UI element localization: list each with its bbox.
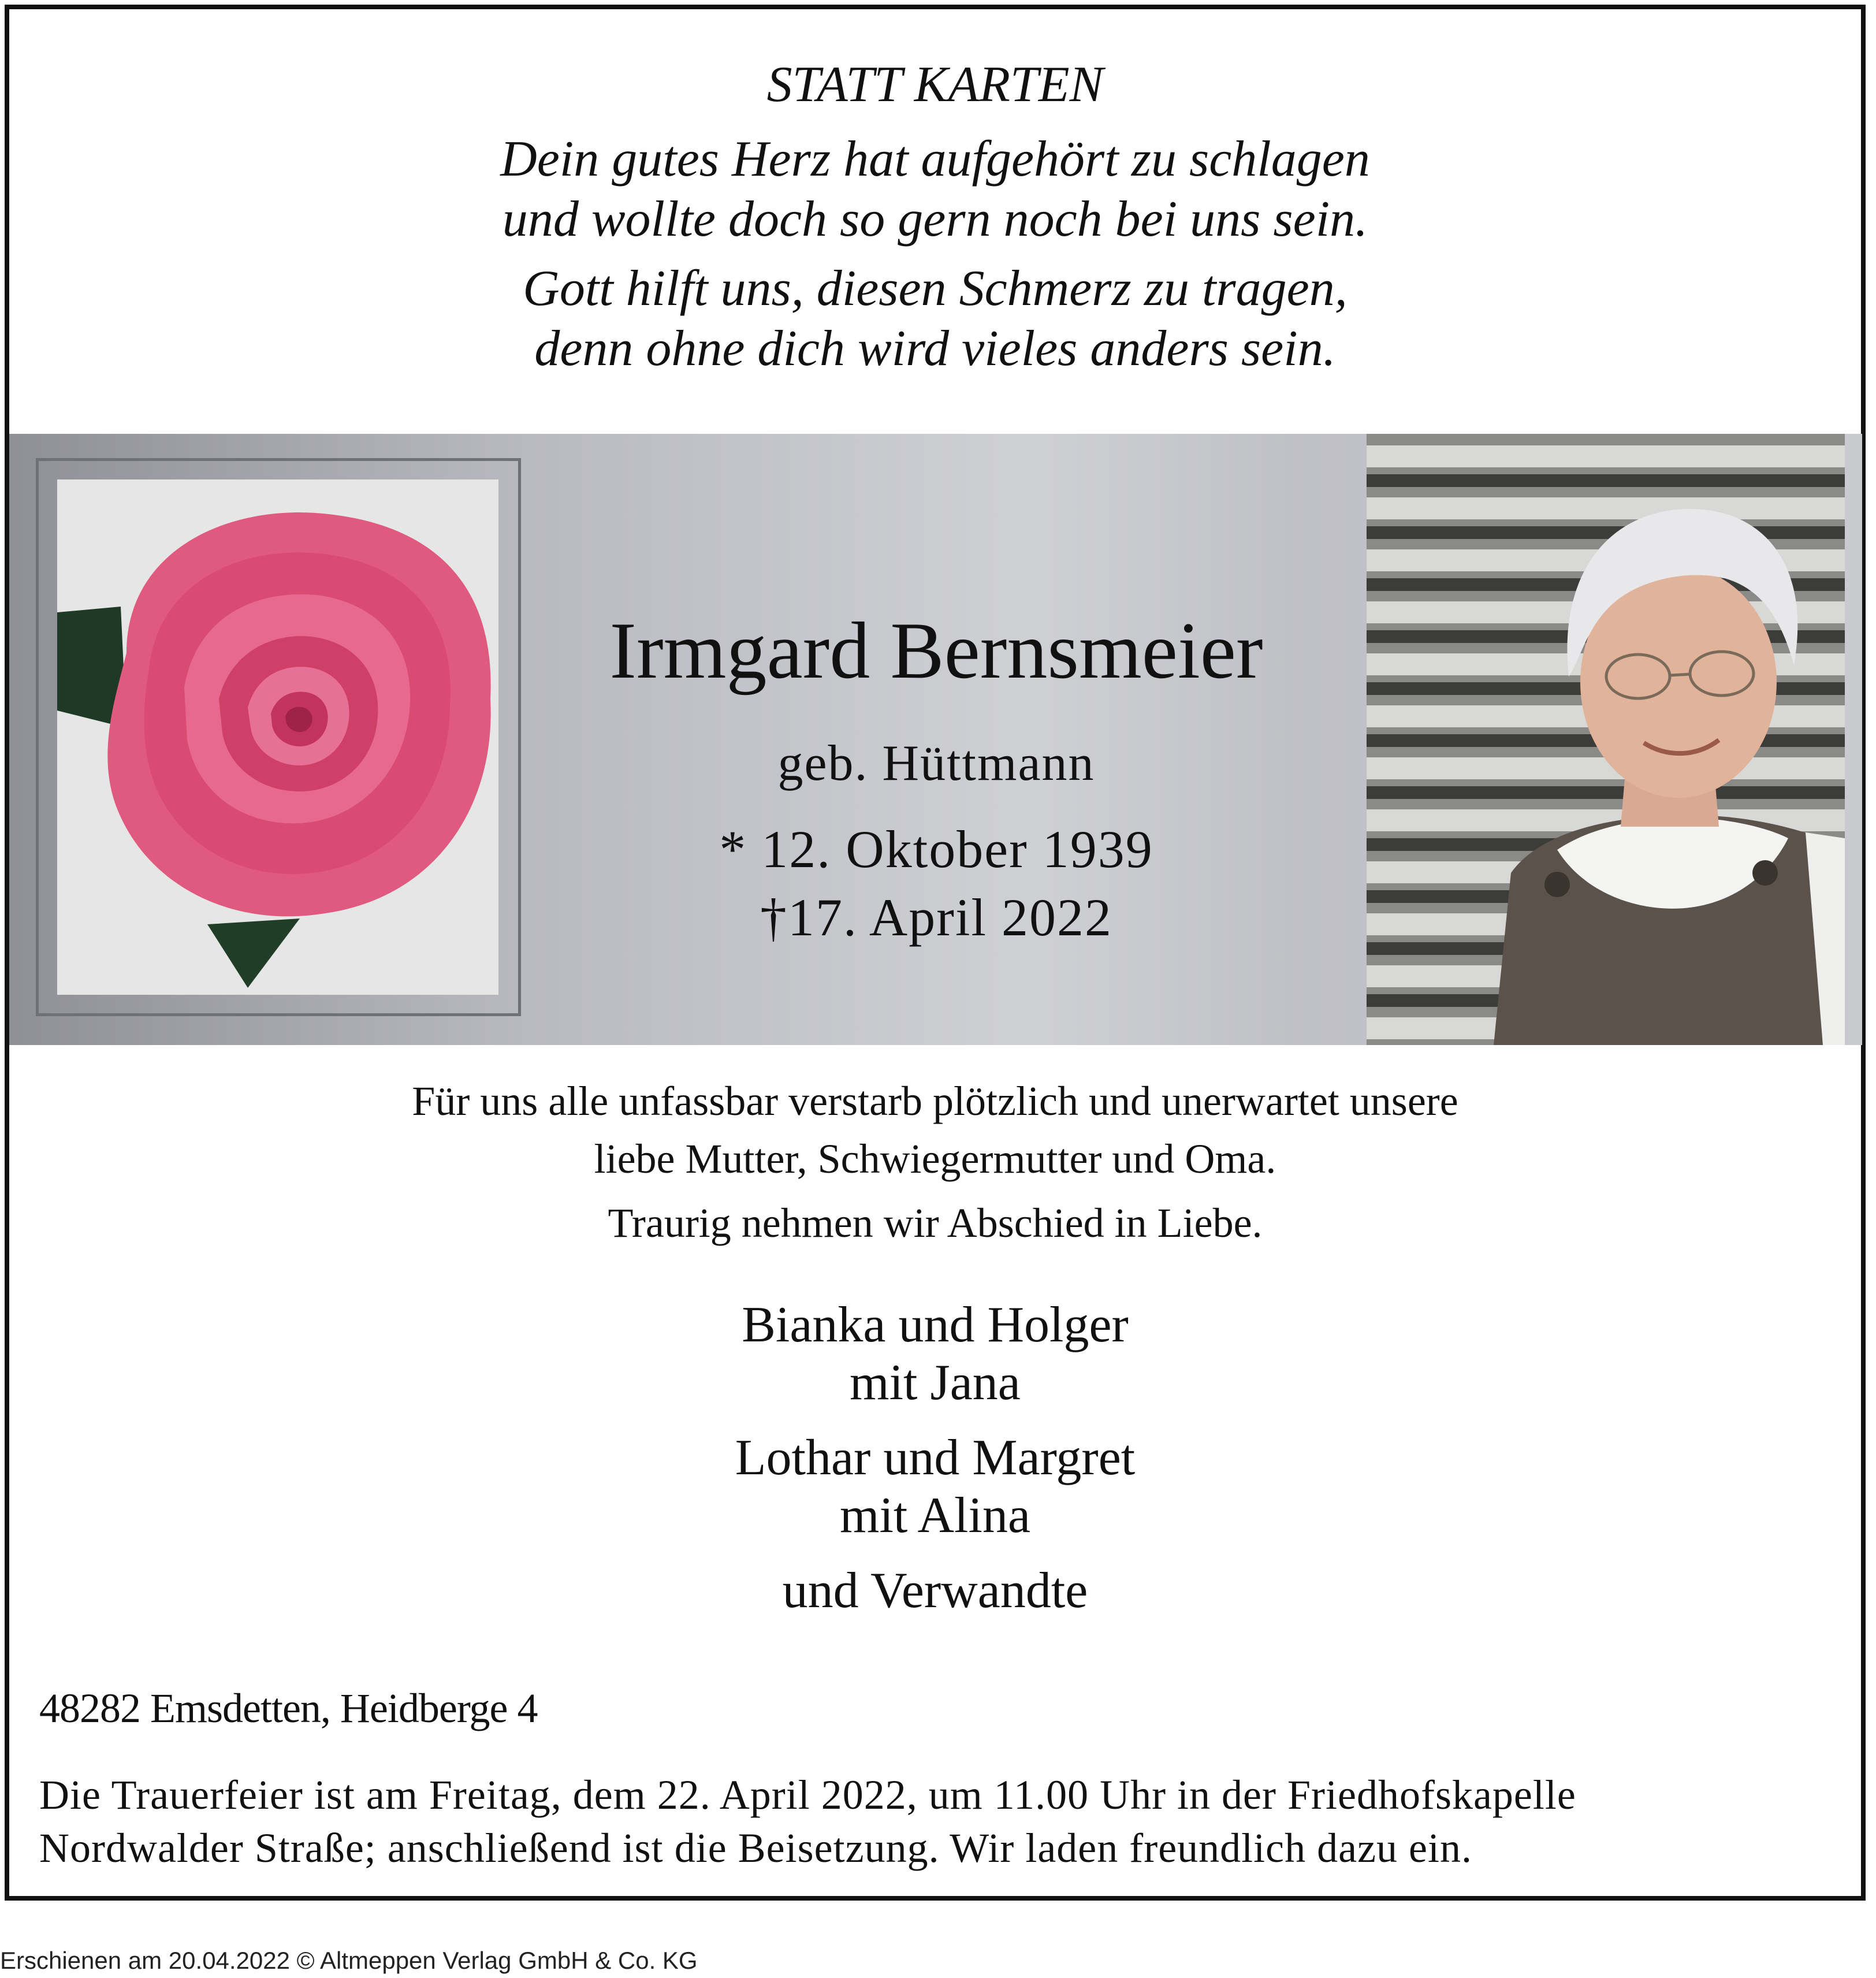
portrait-icon [1367,434,1845,1045]
announcement-line-2: liebe Mutter, Schwiegermutter und Oma. [594,1136,1276,1182]
funeral-notice-line-2: Nordwalder Straße; anschließend ist die Beisetzung. Wir laden freundlich dazu ein. [39,1825,1472,1871]
name-band [9,434,1862,1045]
announcement [9,1072,1861,1188]
obituary-frame [5,5,1866,1901]
verse-2 [9,259,1861,379]
birth-name: geb. Hüttmann [777,735,1095,791]
funeral-notice [39,1768,1841,1875]
mourners [9,1296,1861,1620]
heading: STATT KARTEN [766,57,1104,113]
farewell-line: Traurig nehmen wir Abschied in Liebe. [608,1200,1263,1246]
mourner-group-2 [9,1429,1861,1545]
mourner-relatives: und Verwandte [782,1563,1088,1619]
mourner-group-1 [9,1296,1861,1412]
publication-footer: Erschienen am 20.04.2022 © Altmeppen Verlag GmbH & Co. KG [0,1947,698,1974]
funeral-notice-line-1: Die Trauerfeier ist am Freitag, dem 22. April 2022, um 11.00 Uhr in der Friedhofskapelle [39,1772,1576,1818]
verse-2-line-2: denn ohne dich wird vieles anders sein. [534,321,1336,377]
rose-image-frame [36,458,521,1016]
verse-1-line-2: und wollte doch so gern noch bei uns sein. [502,191,1368,247]
address: 48282 Emsdetten, Heidberge 4 [39,1685,538,1731]
mourner-group-2-names: Lothar und Margret [735,1430,1136,1486]
mourner-group-1-names: Bianka und Holger [742,1297,1129,1353]
mourner-group-1-children: mit Jana [850,1355,1021,1411]
rose-image [57,479,498,995]
announcement-line-1: Für uns alle unfassbar verstarb plötzlich und unerwartet unsere [412,1078,1458,1124]
deceased-name: Irmgard Bernsmeier [609,606,1263,696]
verse-1-line-1: Dein gutes Herz hat aufgehört zu schlagen [500,131,1370,187]
portrait-photo [1367,434,1845,1045]
life-dates [518,815,1355,951]
birth-date: * 12. Oktober 1939 [719,820,1153,879]
verse-2-line-1: Gott hilft uns, diesen Schmerz zu tragen, [523,261,1348,317]
verse-1 [9,129,1861,250]
death-date: †17. April 2022 [760,888,1113,947]
rose-icon [57,479,498,995]
mourner-group-2-children: mit Alina [840,1488,1030,1544]
